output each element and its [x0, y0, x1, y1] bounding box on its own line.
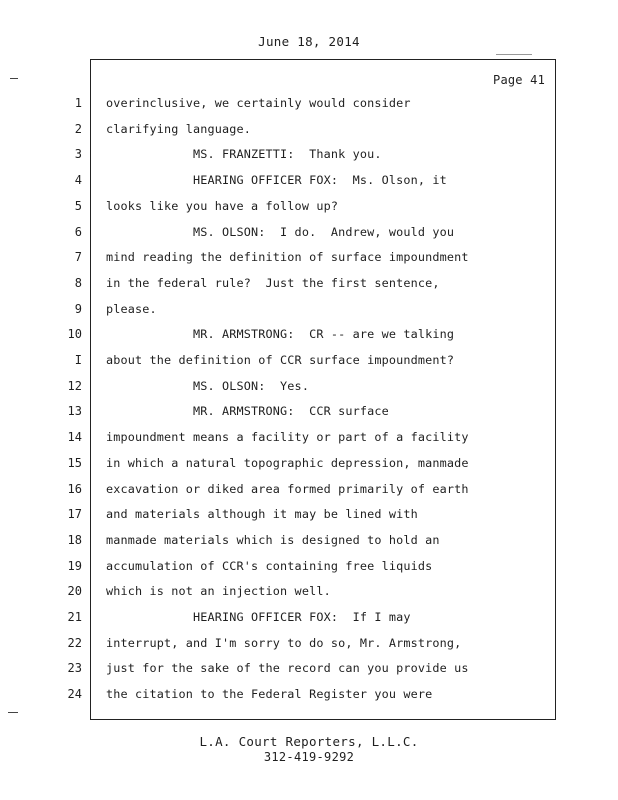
transcript-line — [0, 531, 618, 549]
line-text: please. — [106, 301, 157, 316]
line-text: in the federal rule? Just the first sentence, — [106, 275, 440, 290]
transcript-line — [0, 685, 618, 703]
line-number: 18 — [67, 532, 82, 547]
line-text: looks like you have a follow up? — [106, 198, 339, 213]
line-text: MR. ARMSTRONG: CR -- are we talking — [106, 327, 455, 342]
line-number: 16 — [67, 481, 82, 496]
transcript-line — [0, 428, 618, 446]
line-text: MS. FRANZETTI: Thank you. — [106, 147, 382, 162]
line-text: overinclusive, we certainly would consider — [106, 96, 411, 110]
line-text: just for the sake of the record can you provide us — [106, 661, 469, 676]
transcript-line — [0, 274, 618, 292]
line-number: 10 — [67, 327, 82, 342]
line-number: 13 — [67, 404, 82, 419]
line-text: in which a natural topographic depression, manmade — [106, 455, 469, 470]
line-number: 14 — [67, 430, 82, 445]
transcript-line — [0, 300, 618, 318]
line-number: 6 — [74, 224, 82, 239]
transcript-line — [0, 557, 618, 575]
line-text: excavation or diked area formed primarily of earth — [106, 481, 469, 496]
scan-mark — [10, 78, 18, 79]
line-number: 17 — [67, 507, 82, 522]
line-text: manmade materials which is designed to hold an — [106, 532, 440, 547]
scan-mark — [8, 712, 18, 713]
line-number: 2 — [74, 121, 82, 136]
transcript-line — [0, 454, 618, 472]
line-text: mind reading the definition of surface impoundment — [106, 250, 469, 265]
line-number: I — [74, 353, 82, 367]
transcript-line — [0, 608, 618, 626]
court-reporter-phone: 312-419-9292 — [263, 750, 355, 764]
line-text: impoundment means a facility or part of a facility — [106, 430, 469, 445]
line-text: MS. OLSON: Yes. — [106, 378, 310, 393]
line-text: interrupt, and I'm sorry to do so, Mr. Armstrong, — [106, 635, 462, 650]
transcript-line — [0, 248, 618, 266]
line-text: MS. OLSON: I do. Andrew, would you — [106, 224, 455, 239]
line-text: MR. ARMSTRONG: CCR surface — [106, 404, 389, 419]
line-text: clarifying language. — [106, 121, 252, 136]
transcript-line — [0, 582, 618, 600]
transcript-line — [0, 171, 618, 189]
transcript-line — [0, 377, 618, 395]
transcript-line — [0, 659, 618, 677]
scan-mark — [496, 54, 532, 55]
transcript-line — [0, 402, 618, 420]
transcript-line — [0, 634, 618, 652]
line-number: 19 — [67, 558, 82, 573]
line-text: the citation to the Federal Register you were — [106, 687, 433, 702]
line-number: 21 — [67, 610, 82, 624]
line-number: 4 — [74, 173, 82, 188]
transcript-line — [0, 223, 618, 241]
line-number: 12 — [67, 378, 82, 393]
line-number: 24 — [67, 687, 82, 702]
line-number: 1 — [74, 96, 82, 110]
line-number: 3 — [74, 147, 82, 162]
transcript-date: June 18, 2014 — [258, 34, 360, 49]
transcript-line — [0, 145, 618, 163]
line-number: 8 — [74, 275, 82, 290]
line-number: 15 — [67, 455, 82, 470]
line-text: and materials although it may be lined with — [106, 507, 418, 522]
transcript-line — [0, 480, 618, 498]
line-number: 22 — [67, 635, 82, 650]
line-number: 23 — [67, 661, 82, 676]
page-number: Page 41 — [493, 73, 545, 87]
transcript-line — [0, 120, 618, 138]
line-text: accumulation of CCR's containing free liquids — [106, 558, 433, 573]
line-text: HEARING OFFICER FOX: If I may — [106, 610, 411, 624]
transcript-line — [0, 505, 618, 523]
transcript-line — [0, 197, 618, 215]
line-number: 7 — [74, 250, 82, 265]
line-text: about the definition of CCR surface impoundment? — [106, 353, 455, 367]
transcript-line — [0, 325, 618, 343]
line-number: 20 — [67, 584, 82, 599]
line-number: 5 — [74, 198, 82, 213]
transcript-line — [0, 351, 618, 369]
line-number: 9 — [74, 301, 82, 316]
court-reporter-name: L.A. Court Reporters, L.L.C. — [199, 734, 419, 749]
line-text: HEARING OFFICER FOX: Ms. Olson, it — [106, 173, 447, 188]
line-text: which is not an injection well. — [106, 584, 331, 599]
transcript-line — [0, 94, 618, 112]
